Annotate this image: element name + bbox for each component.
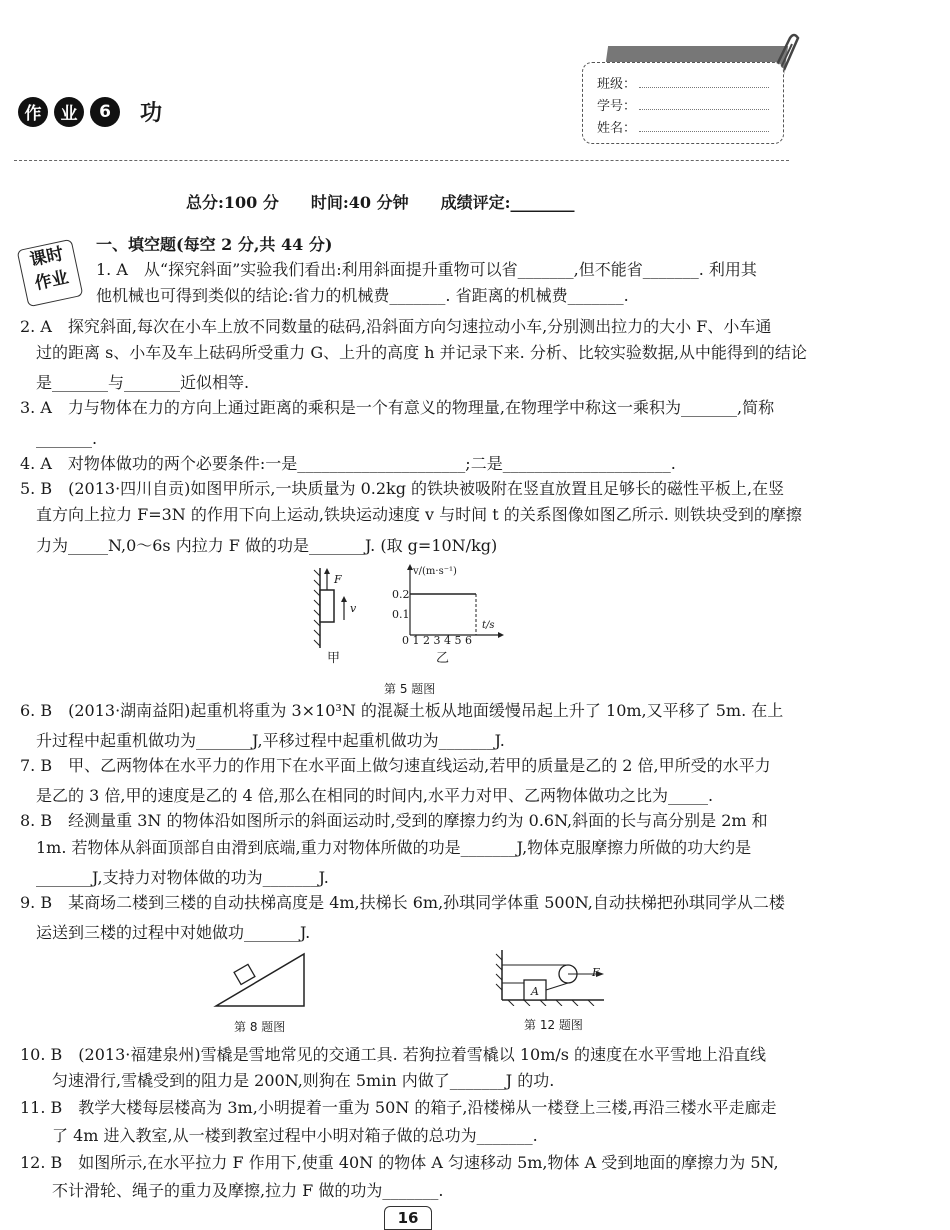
question-line: 不计滑轮、绳子的重力及摩擦,拉力 F 做的功为_______.: [52, 1181, 444, 1200]
question-line: 5. B (2013·四川自贡)如图甲所示,一块质量为 0.2kg 的铁块被吸附在竖直放置且足够长的磁性平板上,在竖: [20, 479, 785, 498]
question-line: 4. A 对物体做功的两个必要条件:一是_____________________;二是_____________________.: [20, 454, 676, 473]
question-line: 9. B 某商场二楼到三楼的自动扶梯高度是 4m,扶梯长 6m,孙琪同学体重 500N,自动扶梯把孙琪同学从二楼: [20, 893, 785, 912]
title-badge-char: 作: [18, 97, 48, 127]
stamp-line: 课时: [27, 244, 66, 271]
question-line: 了 4m 进入教室,从一楼到教室过程中小明对箱子做的总功为_______.: [52, 1126, 538, 1145]
class-field[interactable]: [639, 87, 769, 88]
student-number-label: 学号：: [597, 99, 637, 114]
fig5-yi-label: 乙: [436, 651, 450, 666]
fig5-x-axis-label: t/s: [482, 620, 495, 631]
question-line: 匀速滑行,雪橇受到的阻力是 200N,则狗在 5min 内做了_______J 的功.: [52, 1071, 555, 1090]
question-line: 是乙的 3 倍,甲的速度是乙的 4 倍,那么在相同的时间内,水平力对甲、乙两物体做功之比为_____.: [36, 786, 714, 805]
student-number-field[interactable]: [639, 109, 769, 110]
figure-8-incline: [210, 948, 310, 1010]
score-line: 总分:100 分 时间:40 分钟 成绩评定:________: [186, 193, 575, 212]
class-label: 班级：: [597, 77, 637, 92]
question-line: 8. B 经测量重 3N 的物体沿如图所示的斜面运动时,受到的摩擦力约为 0.6N,斜面的长与高分别是 2m 和: [20, 811, 768, 830]
question-line: 力为_____N,0～6s 内拉力 F 做的功是_______J. (取 g=10N/kg): [36, 536, 498, 555]
question-line: 10. B (2013·福建泉州)雪橇是雪地常见的交通工具. 若狗拉着雪橇以 10m/s 的速度在水平雪地上沿直线: [20, 1045, 767, 1064]
question-line: 过的距离 s、小车及车上砝码所受重力 G、上升的高度 h 并记录下来. 分析、比较实验数据,从中能得到的结论: [36, 343, 807, 362]
fig5-velocity-label: v: [350, 602, 357, 615]
header-divider: [14, 160, 789, 161]
question-line: 3. A 力与物体在力的方向上通过距离的乘积是一个有意义的物理量,在物理学中称这一乘积为_______,简称: [20, 398, 775, 417]
section-heading: 一、填空题(每空 2 分,共 44 分): [96, 235, 333, 254]
question-line: _______.: [36, 429, 98, 448]
question-line: 他机械也可得到类似的结论:省力的机械费_______. 省距离的机械费_______.: [96, 286, 629, 305]
page-title: 功: [140, 101, 163, 126]
question-line: 2. A 探究斜面,每次在小车上放不同数量的砝码,沿斜面方向匀速拉动小车,分别测出拉力的大小 F、小车通: [20, 317, 772, 336]
fig12-force-label: F: [592, 966, 600, 979]
question-line: 11. B 教学大楼每层楼高为 3m,小明提着一重为 50N 的箱子,沿楼梯从一楼登上三楼,再沿三楼水平走廊走: [20, 1098, 777, 1117]
page-number: 16: [384, 1206, 432, 1230]
question-line: _______J,支持力对物体做的功为_______J.: [36, 868, 329, 887]
title-badge-char: 业: [54, 97, 84, 127]
fig5-wall-diagram: [314, 568, 347, 648]
question-line: 升过程中起重机做功为_______J,平移过程中起重机做功为_______J.: [36, 731, 505, 750]
name-label: 姓名：: [597, 121, 637, 136]
question-line: 直方向上拉力 F=3N 的作用下向上运动,铁块运动速度 v 与时间 t 的关系图像如图乙所示. 则铁块受到的摩擦: [36, 505, 802, 524]
fig5-jia-label: 甲: [327, 651, 341, 666]
question-line: 1m. 若物体从斜面顶部自由滑到底端,重力对物体所做的功是_______J,物体克服摩擦力所做的功大约是: [36, 838, 752, 857]
fig5-caption: 第 5 题图: [384, 682, 436, 696]
fig5-force-label: F: [334, 573, 342, 586]
question-line: 7. B 甲、乙两物体在水平力的作用下在水平面上做匀速直线运动,若甲的质量是乙的 2 倍,甲所受的水平力: [20, 756, 771, 775]
fig12-block-label: A: [531, 985, 539, 998]
fig5-x-ticks: 0 1 2 3 4 5 6: [402, 634, 472, 647]
question-line: 运送到三楼的过程中对她做功_______J.: [36, 923, 311, 942]
homework-title: [18, 96, 162, 127]
fig8-caption: 第 8 题图: [234, 1020, 286, 1034]
title-badge-number: 6: [90, 97, 120, 127]
fig5-y-axis-label: v/(m·s⁻¹): [413, 566, 457, 577]
fig5-tick-label: 0.2: [392, 588, 410, 601]
question-line: 是_______与_______近似相等.: [36, 373, 250, 392]
question-line: 12. B 如图所示,在水平拉力 F 作用下,使重 40N 的物体 A 匀速移动 5m,物体 A 受到地面的摩擦力为 5N,: [20, 1153, 779, 1172]
stamp-line: 作业: [32, 267, 71, 295]
name-field[interactable]: [639, 131, 769, 132]
student-info-card: [582, 62, 784, 144]
lesson-homework-stamp: [17, 239, 84, 307]
question-line: 1. A 从“探究斜面”实验我们看出:利用斜面提升重物可以省_______,但不能省_______. 利用其: [96, 260, 757, 279]
fig5-tick-label: 0.1: [392, 608, 410, 621]
fig12-caption: 第 12 题图: [524, 1018, 583, 1032]
question-line: 6. B (2013·湖南益阳)起重机将重为 3×10³N 的混凝土板从地面缓慢吊起上升了 10m,又平移了 5m. 在上: [20, 701, 784, 720]
